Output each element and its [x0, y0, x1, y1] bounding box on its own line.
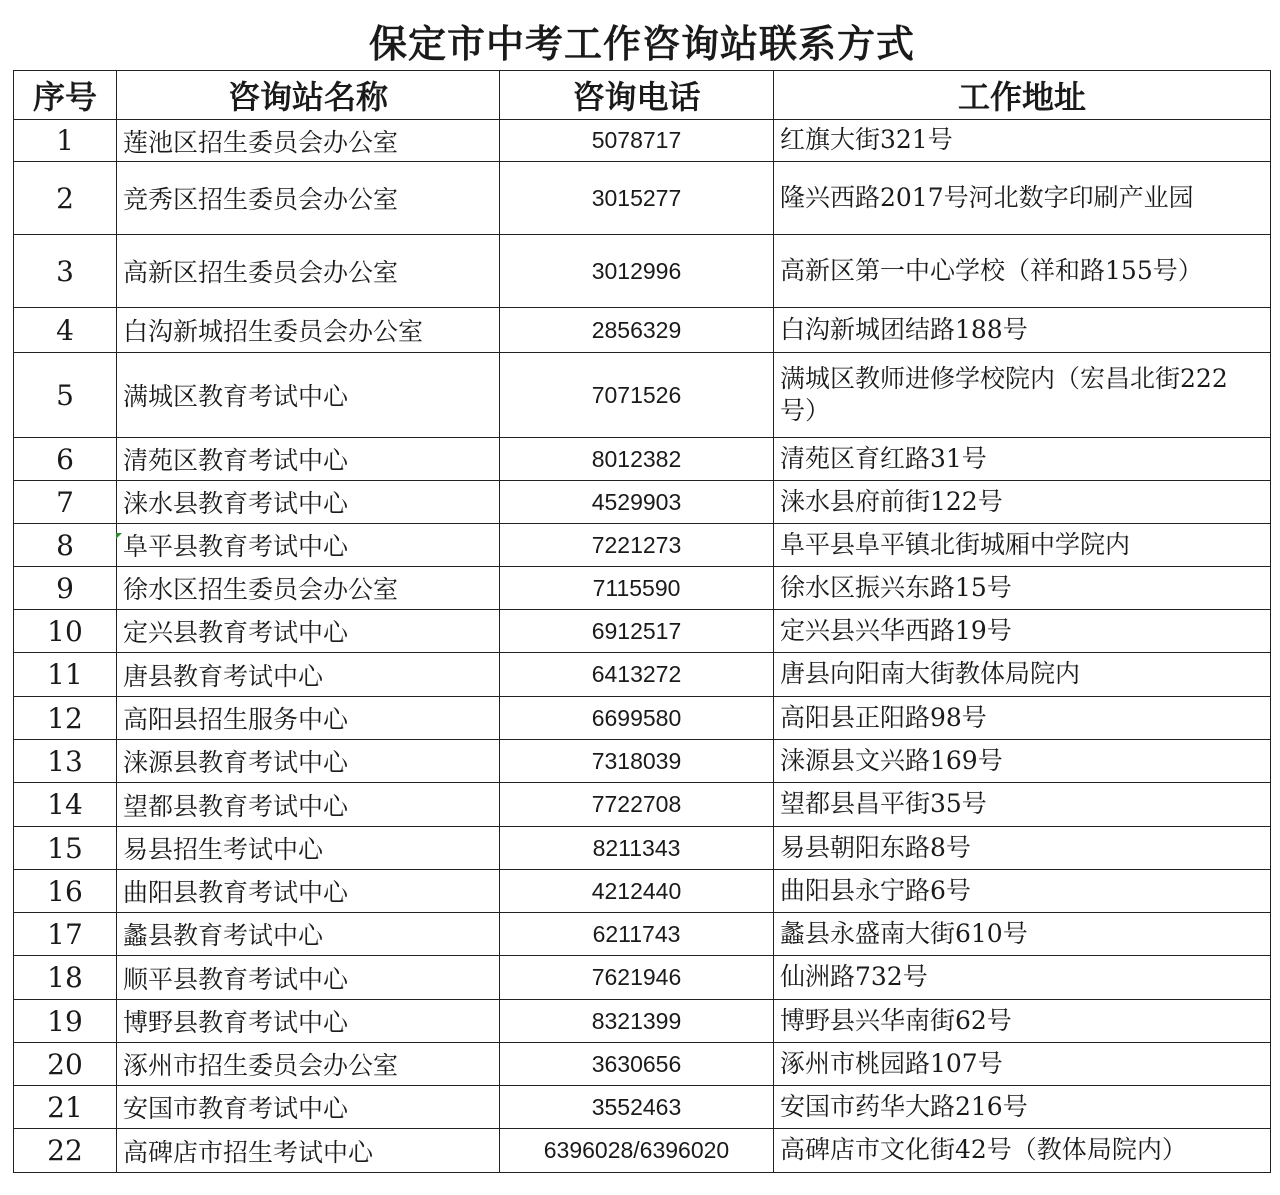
row-index: 18 [14, 956, 117, 1000]
work-address: 红旗大街321号 [774, 120, 1271, 162]
phone-number: 3630656 [500, 1043, 774, 1086]
work-address: 仙洲路732号 [774, 956, 1271, 1000]
header-row [14, 71, 1271, 120]
table-row [14, 697, 1271, 740]
station-name: 白沟新城招生委员会办公室 [117, 308, 500, 353]
phone-number: 7221273 [500, 524, 774, 567]
station-name: 清苑区教育考试中心 [117, 438, 500, 481]
work-address: 涿州市桃园路107号 [774, 1043, 1271, 1086]
work-address: 阜平县阜平镇北街城厢中学院内 [774, 524, 1271, 567]
work-address: 满城区教师进修学校院内（宏昌北街222号） [774, 353, 1271, 438]
phone-number: 8321399 [500, 1000, 774, 1043]
phone-number: 3552463 [500, 1086, 774, 1129]
work-address: 曲阳县永宁路6号 [774, 870, 1271, 913]
phone-number: 7722708 [500, 783, 774, 827]
row-index: 20 [14, 1043, 117, 1086]
work-address: 易县朝阳东路8号 [774, 827, 1271, 870]
cell-comment-marker [116, 533, 122, 539]
row-index: 21 [14, 1086, 117, 1129]
header-index: 序号 [14, 71, 117, 120]
phone-number: 5078717 [500, 120, 774, 162]
work-address: 安国市药华大路216号 [774, 1086, 1271, 1129]
work-address: 高碑店市文化街42号（教体局院内） [774, 1129, 1271, 1173]
table-row [14, 438, 1271, 481]
contact-table [13, 10, 1271, 1173]
row-index: 12 [14, 697, 117, 740]
station-name: 高碑店市招生考试中心 [117, 1129, 500, 1173]
header-address: 工作地址 [774, 71, 1271, 120]
station-name: 莲池区招生委员会办公室 [117, 120, 500, 162]
phone-number: 6912517 [500, 610, 774, 653]
table-row [14, 870, 1271, 913]
row-index: 3 [14, 235, 117, 308]
table-row [14, 1086, 1271, 1129]
work-address: 徐水区振兴东路15号 [774, 567, 1271, 610]
phone-number: 4529903 [500, 481, 774, 524]
table-row [14, 610, 1271, 653]
table-row [14, 740, 1271, 783]
phone-number: 7115590 [500, 567, 774, 610]
row-index: 17 [14, 913, 117, 956]
table-row [14, 308, 1271, 353]
work-address: 涞源县文兴路169号 [774, 740, 1271, 783]
phone-number: 6413272 [500, 653, 774, 697]
station-name: 竞秀区招生委员会办公室 [117, 162, 500, 235]
table-body [14, 120, 1271, 1173]
table-row [14, 1043, 1271, 1086]
work-address: 隆兴西路2017号河北数字印刷产业园 [774, 162, 1271, 235]
station-name: 定兴县教育考试中心 [117, 610, 500, 653]
work-address: 白沟新城团结路188号 [774, 308, 1271, 353]
phone-number: 7318039 [500, 740, 774, 783]
row-index: 11 [14, 653, 117, 697]
station-name: 望都县教育考试中心 [117, 783, 500, 827]
table-row [14, 162, 1271, 235]
table-row [14, 120, 1271, 162]
station-name: 曲阳县教育考试中心 [117, 870, 500, 913]
row-index: 16 [14, 870, 117, 913]
header-phone: 咨询电话 [500, 71, 774, 120]
work-address: 高新区第一中心学校（祥和路155号） [774, 235, 1271, 308]
row-index: 15 [14, 827, 117, 870]
station-name: 唐县教育考试中心 [117, 653, 500, 697]
station-name: 涞源县教育考试中心 [117, 740, 500, 783]
page-title: 保定市中考工作咨询站联系方式 [14, 10, 1271, 71]
station-name: 博野县教育考试中心 [117, 1000, 500, 1043]
phone-number: 8012382 [500, 438, 774, 481]
station-name: 蠡县教育考试中心 [117, 913, 500, 956]
table-row [14, 956, 1271, 1000]
table-row [14, 1129, 1271, 1173]
table-row [14, 1000, 1271, 1043]
phone-number: 3012996 [500, 235, 774, 308]
work-address: 望都县昌平街35号 [774, 783, 1271, 827]
table-row [14, 567, 1271, 610]
station-name: 高阳县招生服务中心 [117, 697, 500, 740]
station-name: 顺平县教育考试中心 [117, 956, 500, 1000]
row-index: 10 [14, 610, 117, 653]
phone-number: 6699580 [500, 697, 774, 740]
row-index: 13 [14, 740, 117, 783]
work-address: 蠡县永盛南大街610号 [774, 913, 1271, 956]
table-row [14, 913, 1271, 956]
row-index: 6 [14, 438, 117, 481]
work-address: 唐县向阳南大街教体局院内 [774, 653, 1271, 697]
phone-number: 7621946 [500, 956, 774, 1000]
row-index: 1 [14, 120, 117, 162]
row-index: 4 [14, 308, 117, 353]
work-address: 定兴县兴华西路19号 [774, 610, 1271, 653]
table-row [14, 235, 1271, 308]
table-row [14, 827, 1271, 870]
station-name: 阜平县教育考试中心 [117, 524, 500, 567]
phone-number: 4212440 [500, 870, 774, 913]
phone-number: 6396028/6396020 [500, 1129, 774, 1173]
header-name: 咨询站名称 [117, 71, 500, 120]
table-row [14, 524, 1271, 567]
station-name: 涞水县教育考试中心 [117, 481, 500, 524]
station-name: 高新区招生委员会办公室 [117, 235, 500, 308]
table-row [14, 653, 1271, 697]
phone-number: 8211343 [500, 827, 774, 870]
row-index: 22 [14, 1129, 117, 1173]
table-row [14, 353, 1271, 438]
row-index: 9 [14, 567, 117, 610]
row-index: 19 [14, 1000, 117, 1043]
station-name: 涿州市招生委员会办公室 [117, 1043, 500, 1086]
work-address: 清苑区育红路31号 [774, 438, 1271, 481]
row-index: 5 [14, 353, 117, 438]
station-name: 安国市教育考试中心 [117, 1086, 500, 1129]
work-address: 高阳县正阳路98号 [774, 697, 1271, 740]
phone-number: 2856329 [500, 308, 774, 353]
work-address: 博野县兴华南街62号 [774, 1000, 1271, 1043]
row-index: 7 [14, 481, 117, 524]
work-address: 涞水县府前街122号 [774, 481, 1271, 524]
phone-number: 6211743 [500, 913, 774, 956]
row-index: 2 [14, 162, 117, 235]
table-row [14, 481, 1271, 524]
station-name: 徐水区招生委员会办公室 [117, 567, 500, 610]
station-name: 易县招生考试中心 [117, 827, 500, 870]
station-name: 满城区教育考试中心 [117, 353, 500, 438]
row-index: 14 [14, 783, 117, 827]
table-row [14, 783, 1271, 827]
phone-number: 3015277 [500, 162, 774, 235]
phone-number: 7071526 [500, 353, 774, 438]
contact-sheet [13, 10, 1270, 1173]
row-index: 8 [14, 524, 117, 567]
